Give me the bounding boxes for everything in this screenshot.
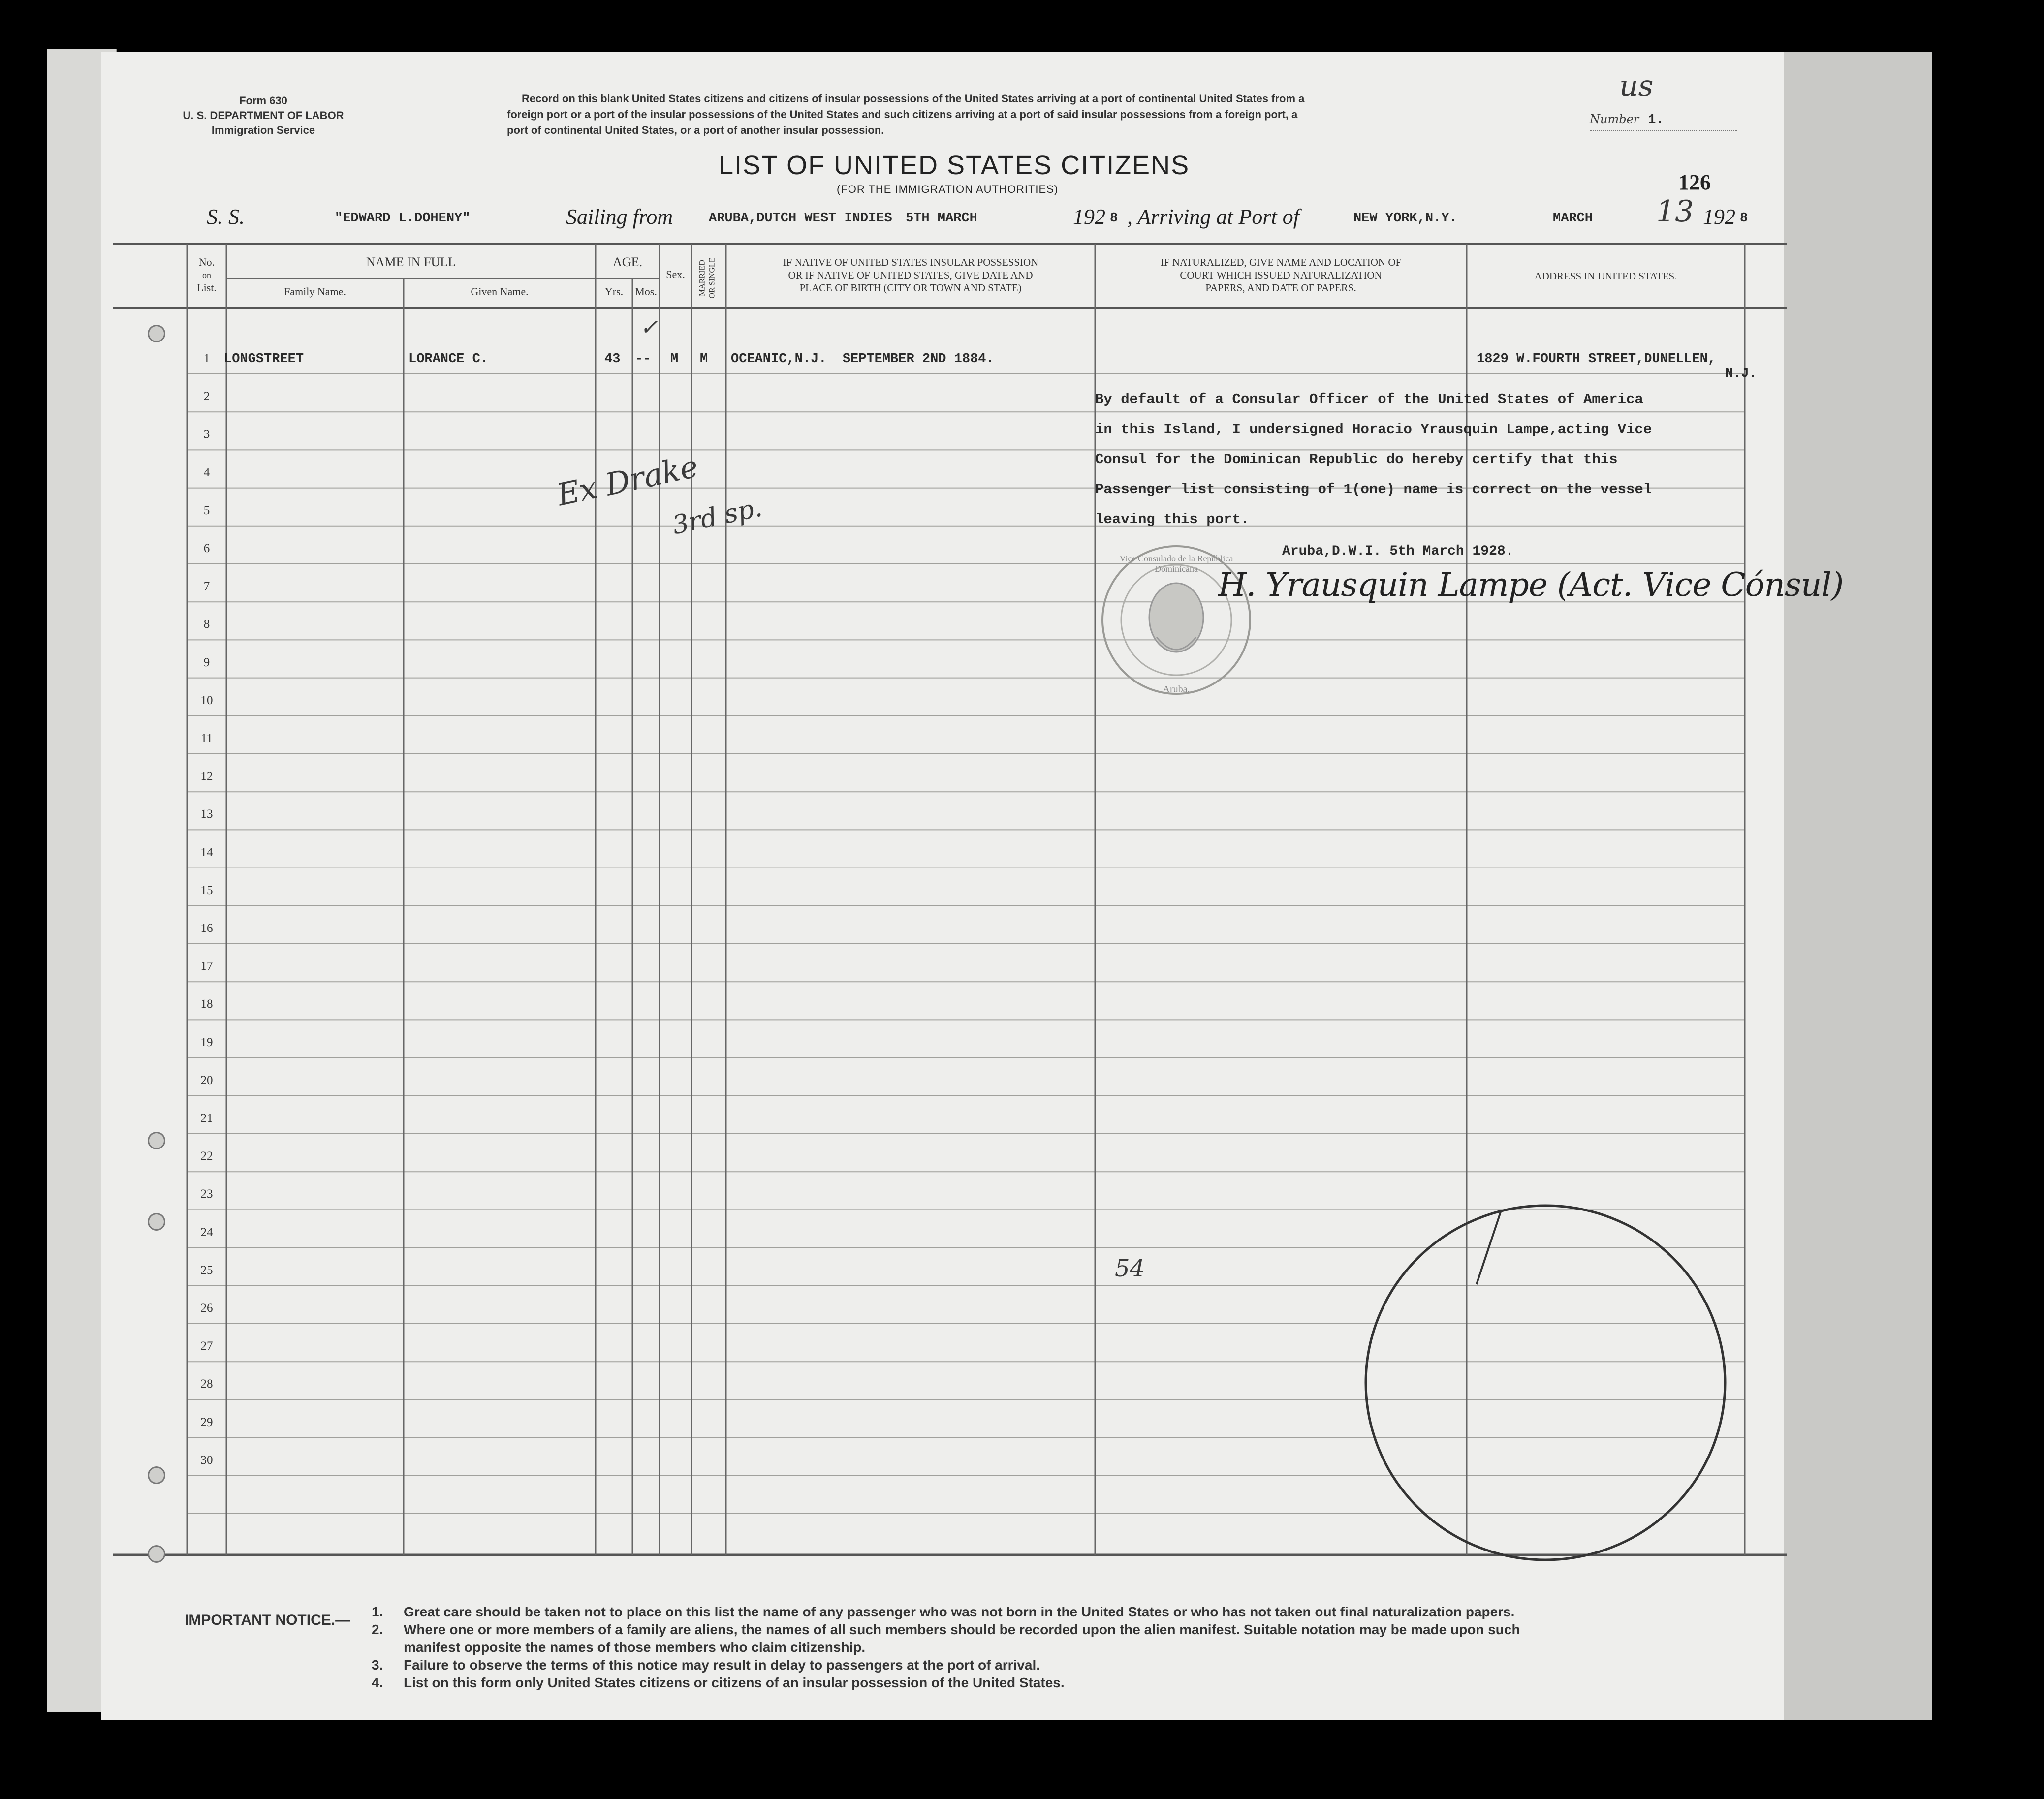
- certificate-line: Passenger list consisting of 1(one) name is correct on the vessel: [1095, 481, 1652, 497]
- form-number: Form 630: [239, 94, 287, 107]
- important-notice-items: [372, 1603, 1592, 1692]
- page-subtitle: (FOR THE IMMIGRATION AUTHORITIES): [837, 183, 1059, 195]
- col-birth-line: OR IF NATIVE OF UNITED STATES, GIVE DATE AND: [788, 269, 1033, 281]
- row-number: 23: [200, 1187, 213, 1201]
- notice-item-text: Where one or more members of a family are aliens, the names of all such members should be recorded upon the alien manifest. Suitable notation may be made upon such: [404, 1622, 1520, 1637]
- vice-consul-signature: H. Yrausquin Lampe (Act. Vice Cónsul): [1218, 566, 1844, 604]
- binder-hole: [148, 1213, 165, 1231]
- service: Immigration Service: [211, 124, 315, 136]
- col-married-line: OR SINGLE: [708, 257, 717, 299]
- row-number: 20: [200, 1073, 213, 1087]
- row-number: 16: [200, 922, 213, 935]
- row-number: 1: [203, 352, 210, 365]
- row-number: 12: [200, 770, 213, 783]
- ship-name: "EDWARD L.DOHENY": [335, 211, 471, 226]
- notice-item: [372, 1639, 1592, 1656]
- col-birth-line: IF NATIVE OF UNITED STATES INSULAR POSSESSION: [783, 256, 1038, 268]
- arrival-year: 8: [1740, 211, 1748, 226]
- certificate-line: in this Island, I undersigned Horacio Yrausquin Lampe,acting Vice: [1095, 421, 1652, 437]
- passenger-married: M: [700, 352, 708, 367]
- notice-item-text: manifest opposite the names of those members who claim citizenship.: [404, 1640, 866, 1655]
- col-married-line: MARRIED: [698, 260, 707, 296]
- depart-year: 8: [1110, 211, 1118, 226]
- notice-item: [372, 1674, 1592, 1692]
- arrival-month: MARCH: [1553, 211, 1593, 226]
- col-birth: [726, 256, 1095, 294]
- col-married: [698, 257, 718, 299]
- notice-item-text: List on this form only United States citizens or citizens of an insular possession of the United States.: [404, 1675, 1065, 1690]
- seal-ring-text: Vice Consulado de la República Dominicana: [1119, 554, 1233, 574]
- row-number: 25: [200, 1263, 213, 1277]
- col-address: ADDRESS IN UNITED STATES.: [1534, 270, 1677, 282]
- binder-hole: [148, 1545, 165, 1563]
- col-naturalized-line: COURT WHICH ISSUED NATURALIZATION: [1180, 269, 1382, 281]
- notice-item-text: Great care should be taken not to place on this list the name of any passenger who was not born in the United States or who has not taken out final naturalization papers.: [404, 1604, 1515, 1619]
- annotation-3rd-sp: 3rd sp.: [669, 493, 765, 541]
- row-number: 7: [203, 580, 210, 593]
- passenger-age-months: --: [635, 352, 651, 367]
- col-naturalized: [1095, 256, 1467, 294]
- col-name-in-full: NAME IN FULL: [366, 255, 456, 269]
- row-number: 17: [200, 960, 213, 973]
- row-number: 18: [200, 997, 213, 1011]
- col-yrs: Yrs.: [604, 285, 624, 298]
- notice-item: [372, 1621, 1592, 1639]
- important-notice-label: IMPORTANT NOTICE.—: [185, 1612, 350, 1628]
- row-number: 3: [203, 428, 210, 441]
- annotation-ex-drake: Ex Drake: [554, 448, 701, 513]
- certificate-line: Consul for the Dominican Republic do hereby certify that this: [1095, 451, 1618, 467]
- col-mos: Mos.: [635, 285, 657, 298]
- passenger-address: 1829 W.FOURTH STREET,DUNELLEN,: [1477, 352, 1716, 367]
- intro-line: foreign port or a port of the insular possessions of the United States and such citizens arriving at a port of said insular possessions from a foreign port, a: [507, 108, 1298, 121]
- arriving-label: , Arriving at Port of: [1127, 205, 1299, 229]
- row-number: 6: [203, 542, 210, 555]
- col-no-line: No.: [198, 256, 215, 268]
- departure-date: 5TH MARCH: [906, 211, 977, 226]
- col-sex: Sex.: [666, 268, 685, 280]
- page-title: LIST OF UNITED STATES CITIZENS: [719, 151, 1190, 180]
- passenger-birth: OCEANIC,N.J. SEPTEMBER 2ND 1884.: [731, 352, 994, 367]
- notice-item-text: Failure to observe the terms of this notice may result in delay to passengers at the port of arrival.: [404, 1657, 1040, 1673]
- row-number: 4: [203, 465, 210, 479]
- annotation-54: 54: [1115, 1255, 1145, 1282]
- checkmark: ✓: [640, 315, 658, 340]
- col-naturalized-line: IF NATURALIZED, GIVE NAME AND LOCATION OF: [1160, 256, 1402, 268]
- sailing-from: ARUBA,DUTCH WEST INDIES: [709, 211, 892, 226]
- row-number: 29: [200, 1415, 213, 1429]
- notice-item: [372, 1656, 1592, 1674]
- col-birth-line: PLACE OF BIRTH (CITY OR TOWN AND STATE): [799, 282, 1022, 294]
- row-number: 21: [200, 1112, 213, 1125]
- row-number: 19: [200, 1035, 213, 1049]
- hand-drawn-circle: [1349, 1191, 1752, 1575]
- consular-certificate: [1095, 391, 1652, 541]
- number-label: Number: [1590, 112, 1639, 126]
- row-number: 22: [200, 1149, 213, 1163]
- arrival-port: NEW YORK,N.Y.: [1353, 211, 1457, 226]
- col-family-name: Family Name.: [284, 285, 346, 298]
- passenger-family-name: LONGSTREET: [224, 352, 304, 367]
- row-number: 30: [200, 1453, 213, 1467]
- row-number: 11: [200, 732, 213, 745]
- col-no: [187, 256, 226, 294]
- number-handwritten: us: [1619, 69, 1654, 103]
- notice-item-number: 2.: [372, 1622, 383, 1637]
- depart-year-prefix: 192: [1073, 205, 1105, 229]
- binder-hole: [148, 325, 165, 342]
- notice-item-number: 1.: [372, 1604, 383, 1619]
- page-number: 126: [1678, 170, 1711, 194]
- col-naturalized-line: PAPERS, AND DATE OF PAPERS.: [1205, 282, 1356, 294]
- arrival-day: 13: [1656, 194, 1694, 229]
- notice-item-number: 3.: [372, 1657, 383, 1673]
- certificate-place-date: Aruba,D.W.I. 5th March 1928.: [1282, 544, 1514, 559]
- arrive-year-prefix: 192: [1703, 205, 1735, 229]
- consular-seal: [1095, 539, 1258, 701]
- passenger-sex: M: [670, 352, 679, 367]
- intro-line: port of continental United States, or a port of another insular possession.: [507, 124, 884, 136]
- row-number: 13: [200, 807, 213, 821]
- col-no-line: on: [202, 270, 211, 280]
- row-number: 2: [203, 390, 210, 403]
- row-number: 26: [200, 1302, 213, 1315]
- passenger-given-name: LORANCE C.: [409, 352, 489, 367]
- passenger-age-years: 43: [604, 352, 621, 367]
- row-number: 8: [203, 618, 210, 631]
- notice-item-number: [372, 1639, 404, 1656]
- row-number: 28: [200, 1377, 213, 1391]
- row-number: 5: [203, 503, 210, 517]
- row-number: 9: [203, 655, 210, 669]
- sailing-from-label: Sailing from: [566, 205, 673, 229]
- row-number: 24: [200, 1225, 213, 1239]
- col-no-line: List.: [197, 281, 217, 294]
- seal-place: Aruba.: [1163, 684, 1190, 695]
- certificate-line: By default of a Consular Officer of the United States of America: [1095, 391, 1643, 407]
- binder-hole: [148, 1132, 165, 1149]
- row-number: 14: [200, 845, 213, 859]
- number-value: 1.: [1648, 113, 1664, 127]
- ss-label: S. S.: [207, 205, 245, 229]
- row-number: 27: [200, 1339, 213, 1353]
- col-age: AGE.: [613, 255, 642, 269]
- col-given-name: Given Name.: [471, 285, 529, 298]
- row-number: 15: [200, 883, 213, 897]
- notice-item-number: 4.: [372, 1675, 383, 1690]
- department: U. S. DEPARTMENT OF LABOR: [183, 109, 344, 122]
- binder-hole: [148, 1466, 165, 1484]
- notice-item: [372, 1603, 1592, 1621]
- passenger-address-state: N.J.: [1725, 367, 1757, 381]
- certificate-line: leaving this port.: [1095, 511, 1250, 527]
- intro-line: Record on this blank United States citizens and citizens of insular possessions of the United States arriving at a port of continental United States from a: [522, 93, 1305, 105]
- row-number: 10: [200, 693, 213, 707]
